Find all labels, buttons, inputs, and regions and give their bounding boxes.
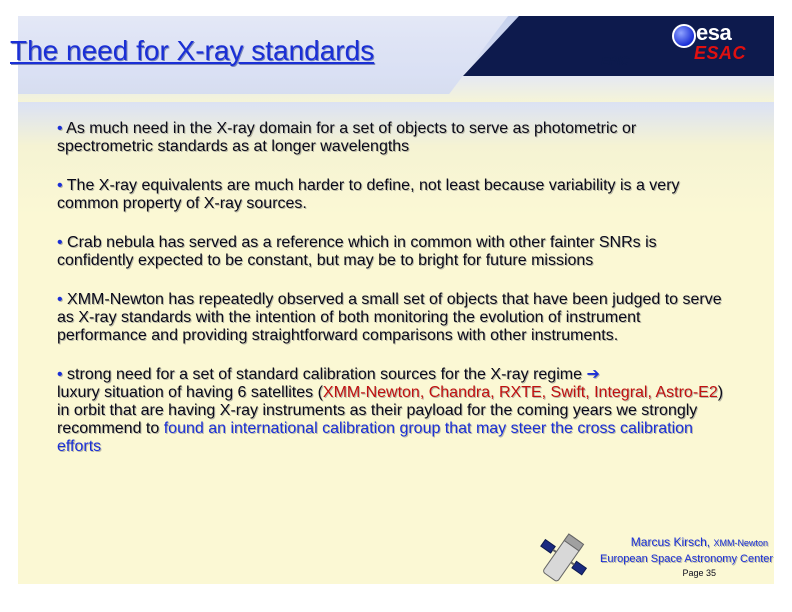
bullet-item [57, 177, 727, 213]
footer-author [600, 535, 768, 549]
satellite-icon [530, 525, 596, 591]
page-title: The need for X-ray standards [10, 35, 375, 66]
bullet-text: The X-ray equivalents are much harder to define, not least because variability is a very common property of X-ray sources. [57, 177, 680, 212]
recommendation-text: found an international calibration group that may steer the cross calibration efforts [57, 420, 693, 455]
satellite-list: XMM-Newton, Chandra, RXTE, Swift, Integral, Astro-E2 [322, 384, 718, 401]
esa-globe-icon [672, 24, 696, 48]
footer [600, 535, 774, 578]
bullet-text: As much need in the X-ray domain for a set of objects to serve as photometric or spectrometric standards as at longer wavelengths [57, 120, 637, 155]
page-number: Page 35 [682, 568, 716, 578]
bullet-icon: • [57, 120, 67, 137]
bullet-icon: • [57, 234, 68, 251]
esa-wordmark: esa [696, 20, 732, 45]
bullet-text: strong need for a set of standard calibration sources for the X-ray regime [67, 366, 582, 383]
bullet-text: ) in orbit that are having X-ray instruments as their payload for the coming years we strongly recommend to [57, 384, 724, 437]
esa-logo [672, 18, 758, 66]
arrow-right-icon: ➔ [586, 366, 600, 383]
epic-label: EPIC [601, 54, 630, 68]
bullet-text: XMM-Newton has repeatedly observed a small set of objects that have been judged to serve as X-ray standards with the intention of both monitoring the evolution of instrument performance and providing straightforward comparisons with other instruments. [57, 291, 722, 344]
esac-wordmark: ESAC [694, 43, 747, 63]
bullet-icon: • [57, 366, 68, 383]
bullet-item [57, 120, 727, 156]
bullet-icon: • [57, 291, 68, 308]
bullet-icon: • [57, 177, 67, 194]
bullet-item [57, 234, 727, 270]
bullet-item [57, 366, 727, 456]
mission-name: XMM-Newton [713, 538, 768, 548]
bullet-text: luxury situation of having 6 satellites ( [57, 384, 323, 401]
footer-center: European Space Astronomy Center [600, 553, 774, 565]
bullet-list [57, 120, 727, 477]
bullet-item [57, 291, 727, 345]
bullet-text: Crab nebula has served as a reference which in common with other fainter SNRs is confidently expected to be constant, but may be to bright for future missions [57, 234, 657, 269]
author-name: Marcus Kirsch, [630, 535, 711, 549]
